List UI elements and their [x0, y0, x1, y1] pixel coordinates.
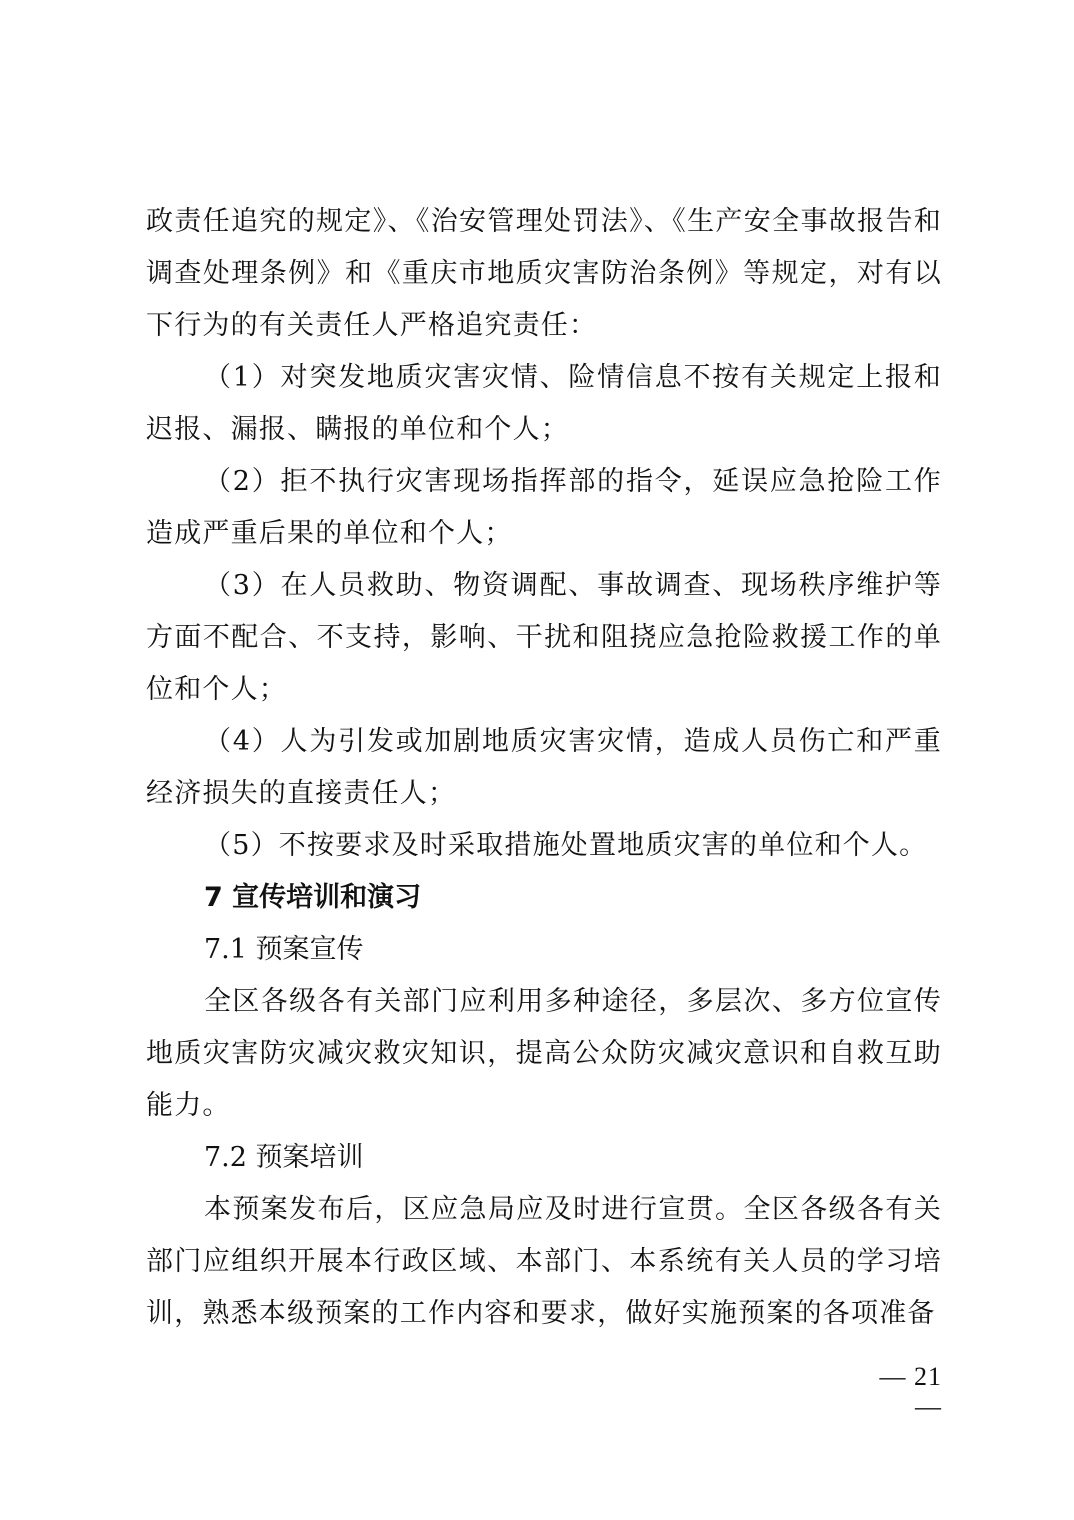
subsection-heading-7-2: 7.2 预案培训: [204, 1142, 364, 1173]
paragraph-7-2: 本预案发布后，区应急局应及时进行宣贯。全区各级各有关部门应组织开展本行政区域、本部门、本系统有关人员的学习培训，熟悉本级预案的工作内容和要求，做好实施预案的各项准备: [146, 1194, 942, 1329]
list-item-3: （3）在人员救助、物资调配、事故调查、现场秩序维护等方面不配合、不支持，影响、干扰和阻挠应急抢险救援工作的单位和个人；: [146, 570, 942, 705]
section-heading-7: 7 宣传培训和演习: [204, 882, 422, 913]
page-number: — 21 —: [879, 1362, 942, 1421]
page-content: [146, 196, 942, 1340]
list-item-2: （2）拒不执行灾害现场指挥部的指令，延误应急抢险工作造成严重后果的单位和个人；: [146, 466, 942, 549]
paragraph-accountability-intro: 政责任追究的规定》、《治安管理处罚法》、《生产安全事故报告和调查处理条例》和《重庆市地质灾害防治条例》等规定，对有以下行为的有关责任人严格追究责任：: [146, 206, 942, 341]
list-item-5: （5）不按要求及时采取措施处置地质灾害的单位和个人。: [204, 830, 928, 861]
list-item-4: （4）人为引发或加剧地质灾害灾情，造成人员伤亡和严重经济损失的直接责任人；: [146, 726, 942, 809]
subsection-heading-7-1: 7.1 预案宣传: [204, 934, 364, 965]
list-item-1: （1）对突发地质灾害灾情、险情信息不按有关规定上报和迟报、漏报、瞒报的单位和个人；: [146, 362, 942, 445]
paragraph-7-1: 全区各级各有关部门应利用多种途径，多层次、多方位宣传地质灾害防灾减灾救灾知识，提高公众防灾减灾意识和自救互助能力。: [146, 986, 942, 1121]
